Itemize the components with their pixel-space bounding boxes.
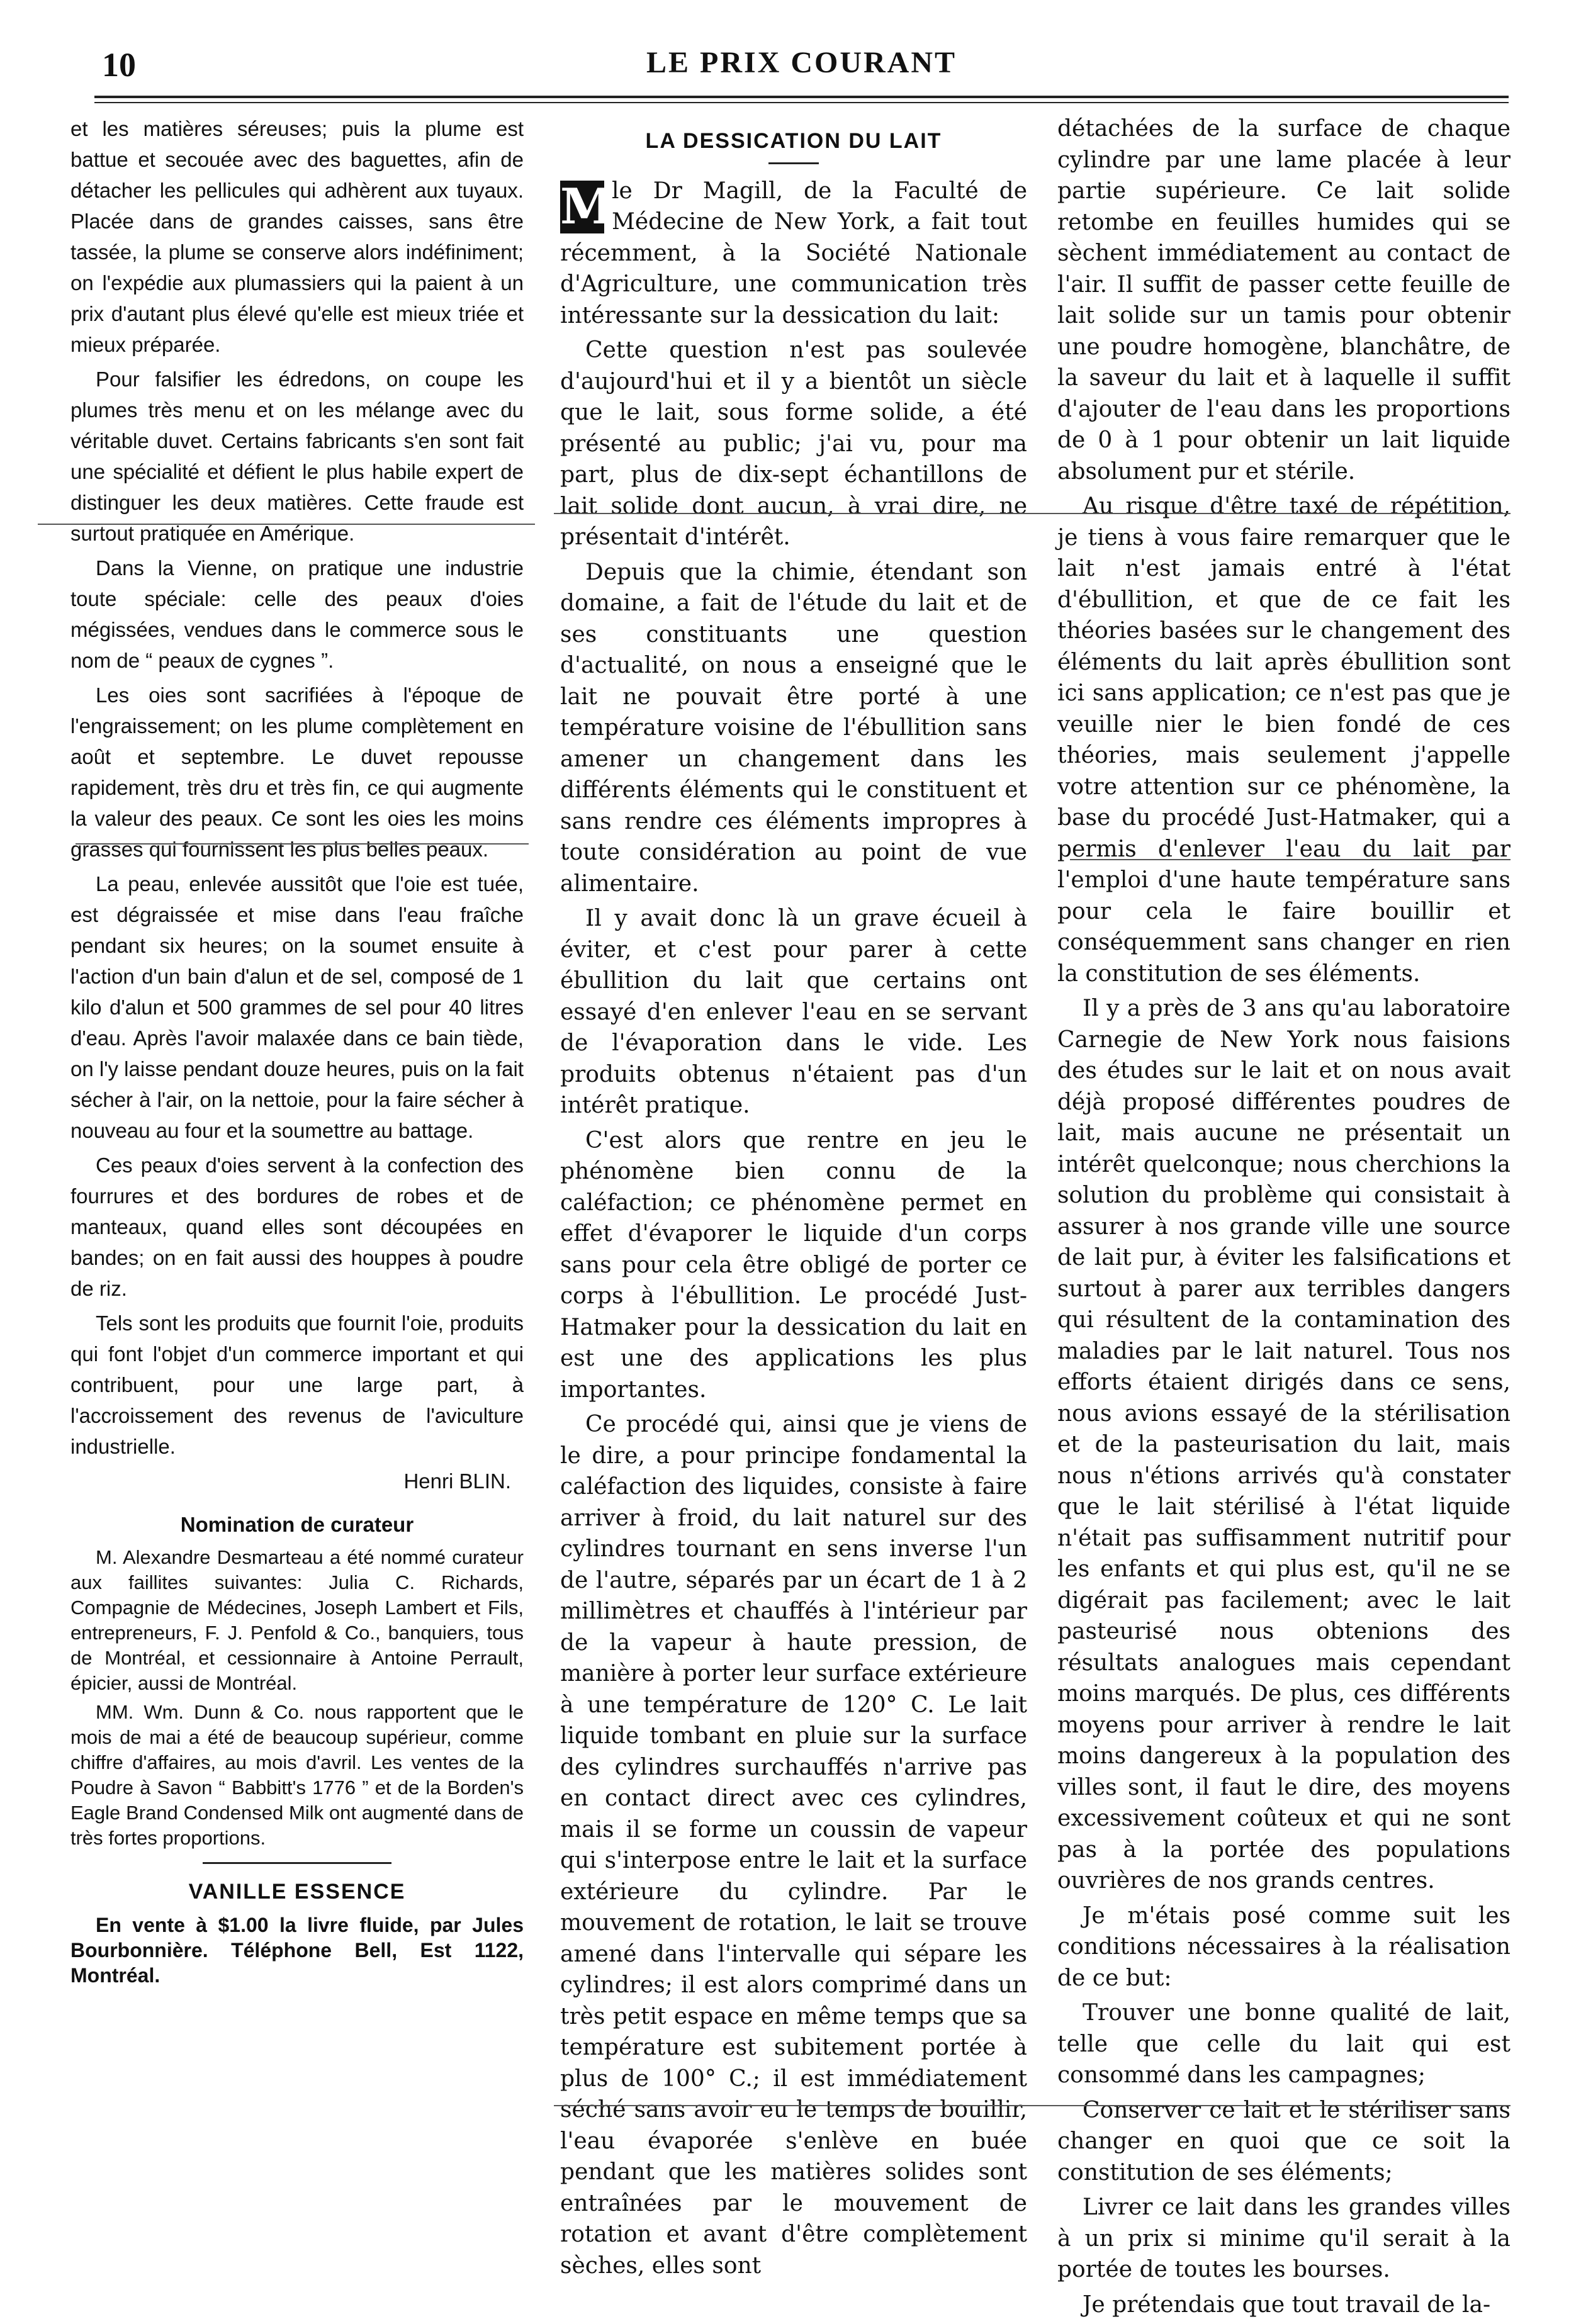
paragraph: Ce procédé qui, ainsi que je viens de le dire, a pour principe fondamental la caléfaction des liquides, consiste à faire arriver à froid, du lait naturel sur des cylindres tournant en sens inverse l'un de l'autre, séparés par un écart de 1 à 2 millimètres et chauffés à l'intérieur par de la vapeur à haute pression, de manière à porter leur surface extérieure à une température de 120° C. Le lait liquide tombant en pluie sur la surface des cylindres surchauffés n'arrive pas en contact direct avec ces cylindres, mais il se forme un coussin de vapeur qui s'interpose entre le lait et la surface extérieure du cylindre. Par le mouvement de rotation, le lait se trouve amené dans l'intervalle qui sépare les cylindres; il est alors comprimé dans un très petit espace en même temps que sa température est subitement portée à plus de 100° C.; il est immédiatement séché sans avoir eu le temps de bouillir, l'eau évaporée s'enlève en buée pendant que les matières solides sont entraînées par le mouvement de rotation et avant d'être complètement sèches, elles sont: [560, 1412, 1027, 2279]
running-title: LE PRIX COURANT: [646, 46, 957, 79]
paragraph: Les oies sont sacrifiées à l'époque de l'engraissement; on les plume complètement en août et septembre. Le duvet repousse rapidement, très dru et très fin, ce qui augmente la valeur des peaux. Ce sont les oies les moins grasses qui fournissent les plus belles peaux.: [70, 683, 524, 861]
paragraph: Pour falsifier les édredons, on coupe les plumes très menu et on les mélange avec du véritable duvet. Certains fabricants s'en sont fait une spécialité et défient le plus habile expert de distinguer les deux matières. Cette fraude est surtout pratiquée en Amérique.: [70, 368, 524, 545]
page-header: [94, 45, 1509, 89]
author-signature: Henri BLIN.: [403, 1469, 511, 1493]
column-left: [70, 113, 524, 1992]
article-title: LA DESSICATION DU LAIT: [645, 129, 942, 153]
paragraph: Trouver une bonne qualité de lait, telle que celle du lait qui est consommé dans les campagnes;: [1057, 2000, 1511, 2088]
header-rule-thin: [94, 102, 1509, 103]
paragraph: Cette question n'est pas soulevée d'aujourd'hui et il y a bientôt un siècle que le lait, sous forme solide, a été présenté au public; j'ai vu, pour ma part, plus de dix-sept échantillons de lait solide dont aucun, à vrai dire, ne présentait d'intérêt.: [560, 337, 1027, 550]
drop-cap: M: [560, 177, 615, 235]
fold-line: [1070, 859, 1511, 860]
lead-paragraph: [560, 176, 1027, 332]
paragraph-dunn: MM. Wm. Dunn & Co. nous rapportent que le mois de mai a été de beaucoup supérieur, comme chiffre d'affaires, au mois d'avril. Les ventes de la Poudre à Savon “ Babbitt's 1776 ” et de la Borden's Eagle Brand Condensed Milk ont augmenté dans de très fortes proportions.: [70, 1701, 524, 1849]
paragraph: Depuis que la chimie, étendant son domaine, a fait de l'étude du lait et de ses constituants une question d'actualité, on nous a enseigné que le lait ne pouvait être porté à une température voisine de l'ébullition sans amener un changement dans les différents éléments qui le constituent et sans rendre ces éléments impropres à toute considération au point de vue alimentaire.: [560, 559, 1027, 897]
column-right: [1057, 113, 1511, 2324]
paragraph: et les matières séreuses; puis la plume est battue et secouée avec des baguettes, afin de détacher les pellicules qui adhèrent aux tuyaux. Placée dans de grandes caisses, sans être tassée, la plume se conserve alors indéfiniment; on l'expédie aux plumassiers qui la paient à un prix d'autant plus élevé qu'elle est mieux triée et mieux préparée.: [70, 117, 524, 356]
section-heading-vanille: VANILLE ESSENCE: [188, 1880, 406, 1904]
paragraph: détachées de la surface de chaque cylindre par une lame placée à leur partie supérieure. Ce lait solide retombe en feuilles humides qui se sèchent immédiatement au contact de l'air. Il suffit de passer cette feuille de lait solide sur un tamis pour obtenir une poudre homogène, blanchâtre, de la saveur du lait et à laquelle il suffit d'ajouter de l'eau dans les proportions de 0 à 1 pour obtenir un lait liquide absolument pur et stérile.: [1057, 116, 1511, 485]
vanille-advert-text: En vente à $1.00 la livre fluide, par Jules Bourbonnière. Téléphone Bell, Est 1122, Montréal.: [70, 1914, 524, 1987]
paragraph: Conserver ce lait et le stériliser sans changer en quoi que ce soit la constitution de ses éléments;: [1057, 2097, 1511, 2186]
fold-line: [554, 513, 1511, 514]
fold-line: [38, 524, 535, 525]
section-heading-nomination: Nomination de curateur: [180, 1513, 414, 1536]
paragraph: Il y a près de 3 ans qu'au laboratoire Carnegie de New York nous faisions des études sur le lait et on nous avait déjà proposé différentes poudres de lait, mais aucune ne présentait un intérêt quelconque; nous cherchions la solution du problème qui consistait à assurer à nos grande ville une source de lait pur, à éviter les falsifications et surtout à parer aux terribles dangers qui résultent de la contamination des maladies par le lait naturel. Tous nos efforts étaient dirigés dans ce sens, nous avions essayé de la stérilisation et de la pasteurisation du lait, mais nous n'étions arrivés qu'à constater que le lait stérilisé à l'état liquide n'était pas suffisamment nutritif pour les enfants et qui plus est, qu'il ne se digérait pas facilement; avec le lait pasteurisé nous obtenions des résultats analogues mais cependant moins marqués. De plus, ces différents moyens pour arriver à rendre le lait moins dangereux à la population des villes sont, il faut le dire, des moyens excessivement coûteux et qui ne sont pas à la portée des populations ouvrières de nos grands centres.: [1057, 996, 1511, 1894]
paragraph: La peau, enlevée aussitôt que l'oie est tuée, est dégraissée et mise dans l'eau fraîche pendant six heures; on la soumet ensuite à l'action d'un bain d'alun et de sel, composé de 1 kilo d'alun et 500 grammes de sel pour 40 litres d'eau. Après l'avoir malaxée dans ce bain tiède, on l'y laisse pendant douze heures, puis on la fait sécher à l'air, on la nettoie, pour la faire sécher à nouveau au four et la soumettre au battage.: [70, 872, 524, 1142]
paragraph: Au risque d'être taxé de répétition, je tiens à vous faire remarquer que le lait n'est jamais entré à l'état d'ébullition, et que de ce fait les théories basées sur le changement des éléments du lait après ébullition sont ici sans application; ce n'est pas que je veuille nier le bien fondé de ces théories, mais seulement j'appelle votre attention sur ce phénomène, la base du procédé Just-Hatmaker, qui a permis d'enlever l'eau du lait par l'emploi d'une haute température sans pour cela le faire bouillir et conséquemment sans changer en rien la constitution de ses éléments.: [1057, 493, 1511, 987]
fold-line: [554, 2105, 1511, 2106]
paragraph: Je prétendais que tout travail de la-: [1083, 2291, 1491, 2318]
paragraph: Il y avait donc là un grave écueil à éviter, et c'est pour parer à cette ébullition du lait que certains ont essayé d'en enlever l'eau en se servant de l'évaporation dans le vide. Les produits obtenus n'étaient pas d'un intérêt pratique.: [560, 906, 1027, 1118]
paragraph: Dans la Vienne, on pratique une industrie toute spéciale: celle des peaux d'oies mégissées, vendues dans le commerce sous le nom de “ peaux de cygnes ”.: [70, 556, 524, 672]
paragraph: C'est alors que rentre en jeu le phénomène bien connu de la caléfaction; ce phénomène permet en effet d'évaporer le liquide d'un corps sans pour cela être obligé de porter ce corps à l'ébullition. Le procédé Just-Hatmaker pour la dessication du lait en est une des applications les plus importantes.: [560, 1127, 1027, 1403]
separator-rule: [203, 1862, 391, 1864]
lead-text: le Dr Magill, de la Faculté de Médecine de New York, a fait tout récemment, à la Société Nationale d'Agriculture, une communication très intéressante sur la dessication du lait:: [560, 177, 1027, 328]
paragraph: Je m'étais posé comme suit les conditions nécessaires à la réalisation de ce but:: [1057, 1902, 1511, 1991]
column-middle: [560, 113, 1027, 2285]
paragraph: Tels sont les produits que fournit l'oie, produits qui font l'objet d'un commerce important et qui contribuent, pour une large part, à l'accroissement des revenus de l'aviculture industrielle.: [70, 1311, 524, 1458]
page-number: 10: [102, 46, 136, 84]
paragraph: Livrer ce lait dans les grandes villes à un prix si minime qu'il serait à la portée de toutes les bourses.: [1057, 2194, 1511, 2282]
paragraph-nomination: M. Alexandre Desmarteau a été nommé curateur aux faillites suivantes: Julia C. Richards, Compagnie de Médecines, Joseph Lambert et Fils, entrepreneurs, F. J. Penfold & Co., banquiers, tous de Montréal, et cessionnaire à Antoine Perrault, épicier, aussi de Montréal.: [70, 1546, 524, 1694]
fold-line: [76, 843, 529, 845]
title-rule: [768, 162, 819, 164]
paragraph: Ces peaux d'oies servent à la confection des fourrures et des bordures de robes et de manteaux, quand elles sont découpées en bandes; on en fait aussi des houppes à poudre de riz.: [70, 1154, 524, 1300]
header-rule-thick: [94, 96, 1509, 98]
